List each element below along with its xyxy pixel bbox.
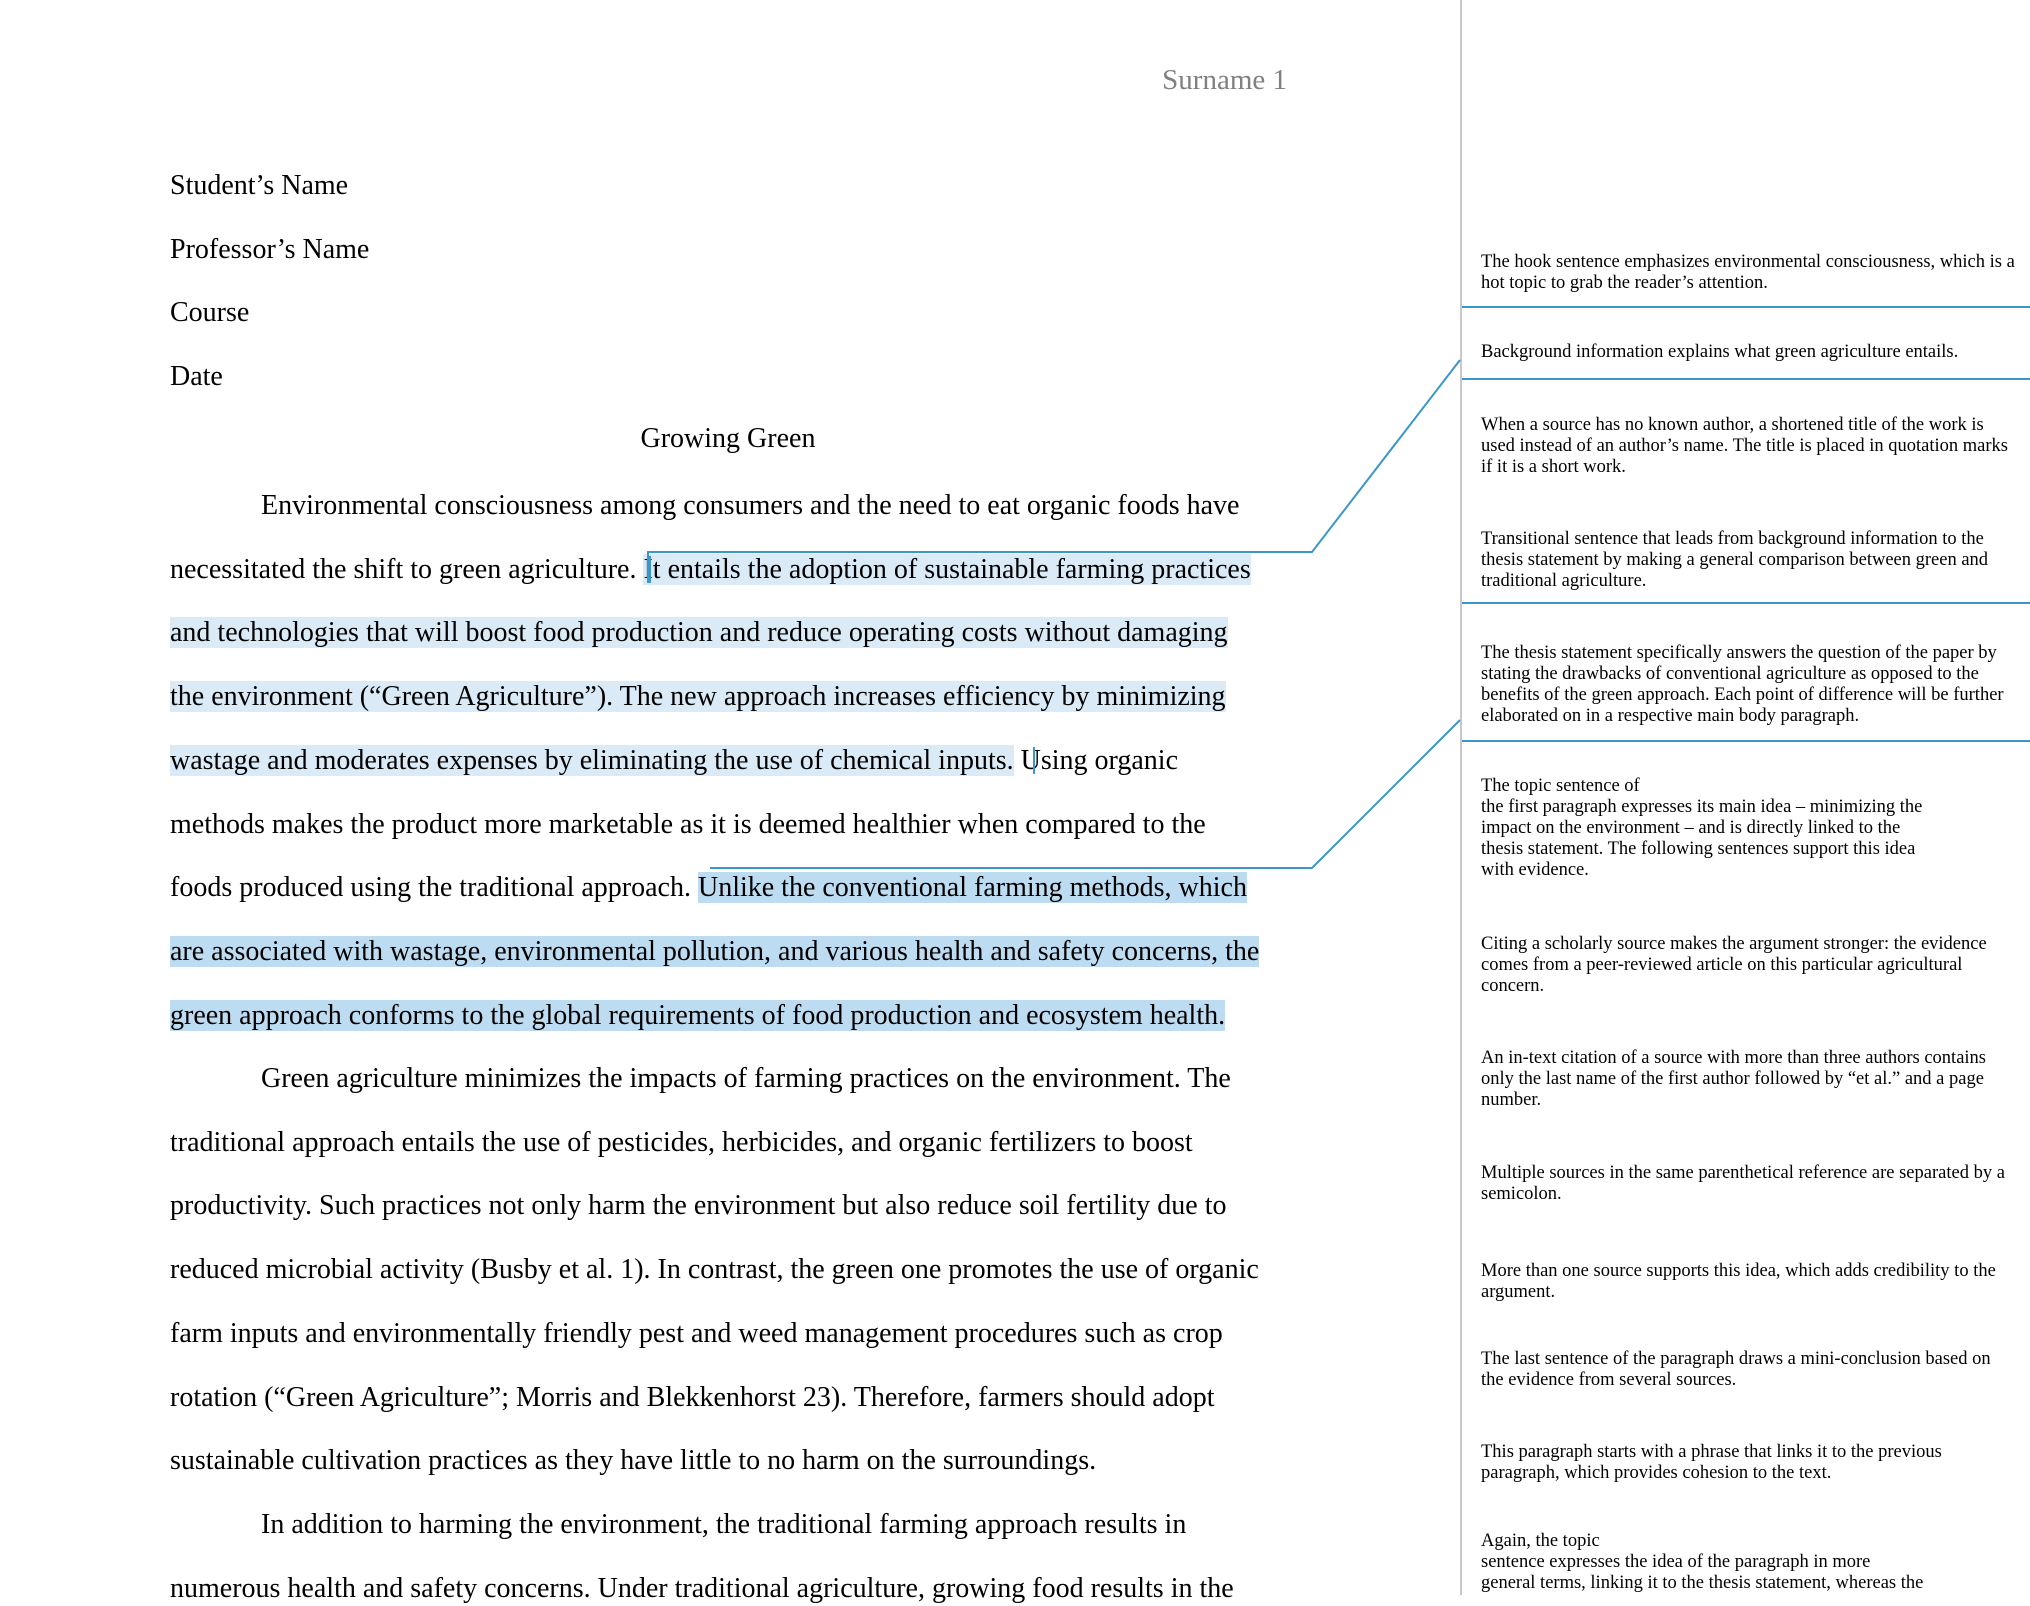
professor-name: Professor’s Name xyxy=(170,234,370,265)
margin-comment[interactable]: An in-text citation of a source with more than three authors contains only the last name of the first author followed by “et al.” and a page number. xyxy=(1481,1048,1987,1110)
comment-panel xyxy=(1462,0,2030,1595)
body-line xyxy=(170,934,1286,969)
line-text: Green agriculture minimizes the impacts of farming practices on the environment. The xyxy=(170,1063,1231,1094)
body-line xyxy=(170,1125,1286,1160)
margin-comment[interactable]: The topic sentence of the first paragraph expresses its main idea – minimizing the impact on the environment – and is directly linked to the thesis statement. The following sentences support this idea with evidence. xyxy=(1481,776,1923,880)
margin-comment[interactable]: When a source has no known author, a shortened title of the work is used instead of an author’s name. The title is placed in quotation marks if it is a short work. xyxy=(1481,415,2008,477)
margin-comment[interactable]: Transitional sentence that leads from background information to the thesis statement by making a general comparison between green and traditional agriculture. xyxy=(1481,529,1989,591)
body-line xyxy=(170,743,1286,778)
margin-comment[interactable]: Multiple sources in the same parenthetical reference are separated by a semicolon. xyxy=(1481,1163,2005,1204)
margin-comment[interactable]: Citing a scholarly source makes the argument stronger: the evidence comes from a peer-reviewed article on this particular agricultural concern. xyxy=(1481,934,1987,996)
body-line xyxy=(170,488,1286,523)
course-name: Course xyxy=(170,297,250,328)
body-line xyxy=(170,1061,1286,1096)
highlighted-text: Unlike the conventional farming methods, which xyxy=(697,872,1247,903)
essay-title: Growing Green xyxy=(640,423,816,454)
margin-comment[interactable]: Background information explains what green agriculture entails. xyxy=(1481,342,1959,362)
body-line xyxy=(170,1507,1286,1542)
body-line xyxy=(170,1316,1286,1351)
highlighted-text: wastage and moderates expenses by eliminating the use of chemical inputs. xyxy=(170,745,1014,776)
highlighted-text: the environment (“Green Agriculture”). The new approach increases efficiency by minimizing xyxy=(170,681,1226,712)
line-text: numerous health and safety concerns. Under traditional agriculture, growing food results in the xyxy=(170,1573,1234,1604)
highlighted-text: green approach conforms to the global requirements of food production and ecosystem health. xyxy=(170,1000,1226,1031)
line-text: reduced microbial activity (Busby et al. 1). In contrast, the green one promotes the use of organic xyxy=(170,1254,1259,1285)
margin-comment[interactable]: The thesis statement specifically answers the question of the paper by stating the drawbacks of conventional agriculture as opposed to the benefits of the green approach. Each point of difference will be further elaborated on in a respective main body paragraph. xyxy=(1481,643,2004,726)
line-text: traditional approach entails the use of pesticides, herbicides, and organic fertilizers to boost xyxy=(170,1127,1193,1158)
running-head: Surname 1 xyxy=(1162,64,1287,96)
date-line: Date xyxy=(170,361,223,392)
line-text: sustainable cultivation practices as they have little to no harm on the surroundings. xyxy=(170,1445,1097,1476)
margin-comment[interactable]: The hook sentence emphasizes environmental consciousness, which is a hot topic to grab the reader’s attention. xyxy=(1481,252,2015,293)
body-line xyxy=(170,615,1286,650)
body-line xyxy=(170,1252,1286,1287)
line-text: farm inputs and environmentally friendly pest and weed management procedures such as crop xyxy=(170,1318,1223,1349)
line-text: methods makes the product more marketable as it is deemed healthier when compared to the xyxy=(170,809,1206,840)
body-line xyxy=(170,679,1286,714)
line-text: Using organic xyxy=(1013,745,1178,776)
body-line xyxy=(170,552,1286,587)
body-line xyxy=(170,870,1286,905)
highlighted-text: are associated with wastage, environmental pollution, and various health and safety concerns, the xyxy=(170,936,1260,967)
margin-comment[interactable]: Again, the topic sentence expresses the idea of the paragraph in more general terms, linking it to the thesis statement, whereas the xyxy=(1481,1531,1924,1593)
line-text: In addition to harming the environment, the traditional farming approach results in xyxy=(170,1509,1187,1540)
body-line xyxy=(170,1380,1286,1415)
body-line xyxy=(170,1571,1286,1606)
margin-comment[interactable]: More than one source supports this idea, which adds credibility to the argument. xyxy=(1481,1261,1996,1302)
margin-comment[interactable]: The last sentence of the paragraph draws a mini-conclusion based on the evidence from several sources. xyxy=(1481,1349,1991,1390)
line-text: foods produced using the traditional approach. xyxy=(170,872,698,903)
line-text: Environmental consciousness among consumers and the need to eat organic foods have xyxy=(170,490,1240,521)
body-line xyxy=(170,998,1286,1033)
body-line xyxy=(170,807,1286,842)
highlighted-text: and technologies that will boost food production and reduce operating costs without damaging xyxy=(170,617,1228,648)
margin-comment[interactable]: This paragraph starts with a phrase that links it to the previous paragraph, which provides cohesion to the text. xyxy=(1481,1442,1942,1483)
line-text: necessitated the shift to green agriculture. xyxy=(170,554,644,585)
line-text: rotation (“Green Agriculture”; Morris and Blekkenhorst 23). Therefore, farmers should adopt xyxy=(170,1382,1215,1413)
student-name: Student’s Name xyxy=(170,170,349,201)
highlighted-text: It entails the adoption of sustainable farming practices xyxy=(643,554,1251,585)
line-text: productivity. Such practices not only harm the environment but also reduce soil fertility due to xyxy=(170,1190,1227,1221)
body-line xyxy=(170,1443,1286,1478)
body-line xyxy=(170,1188,1286,1223)
